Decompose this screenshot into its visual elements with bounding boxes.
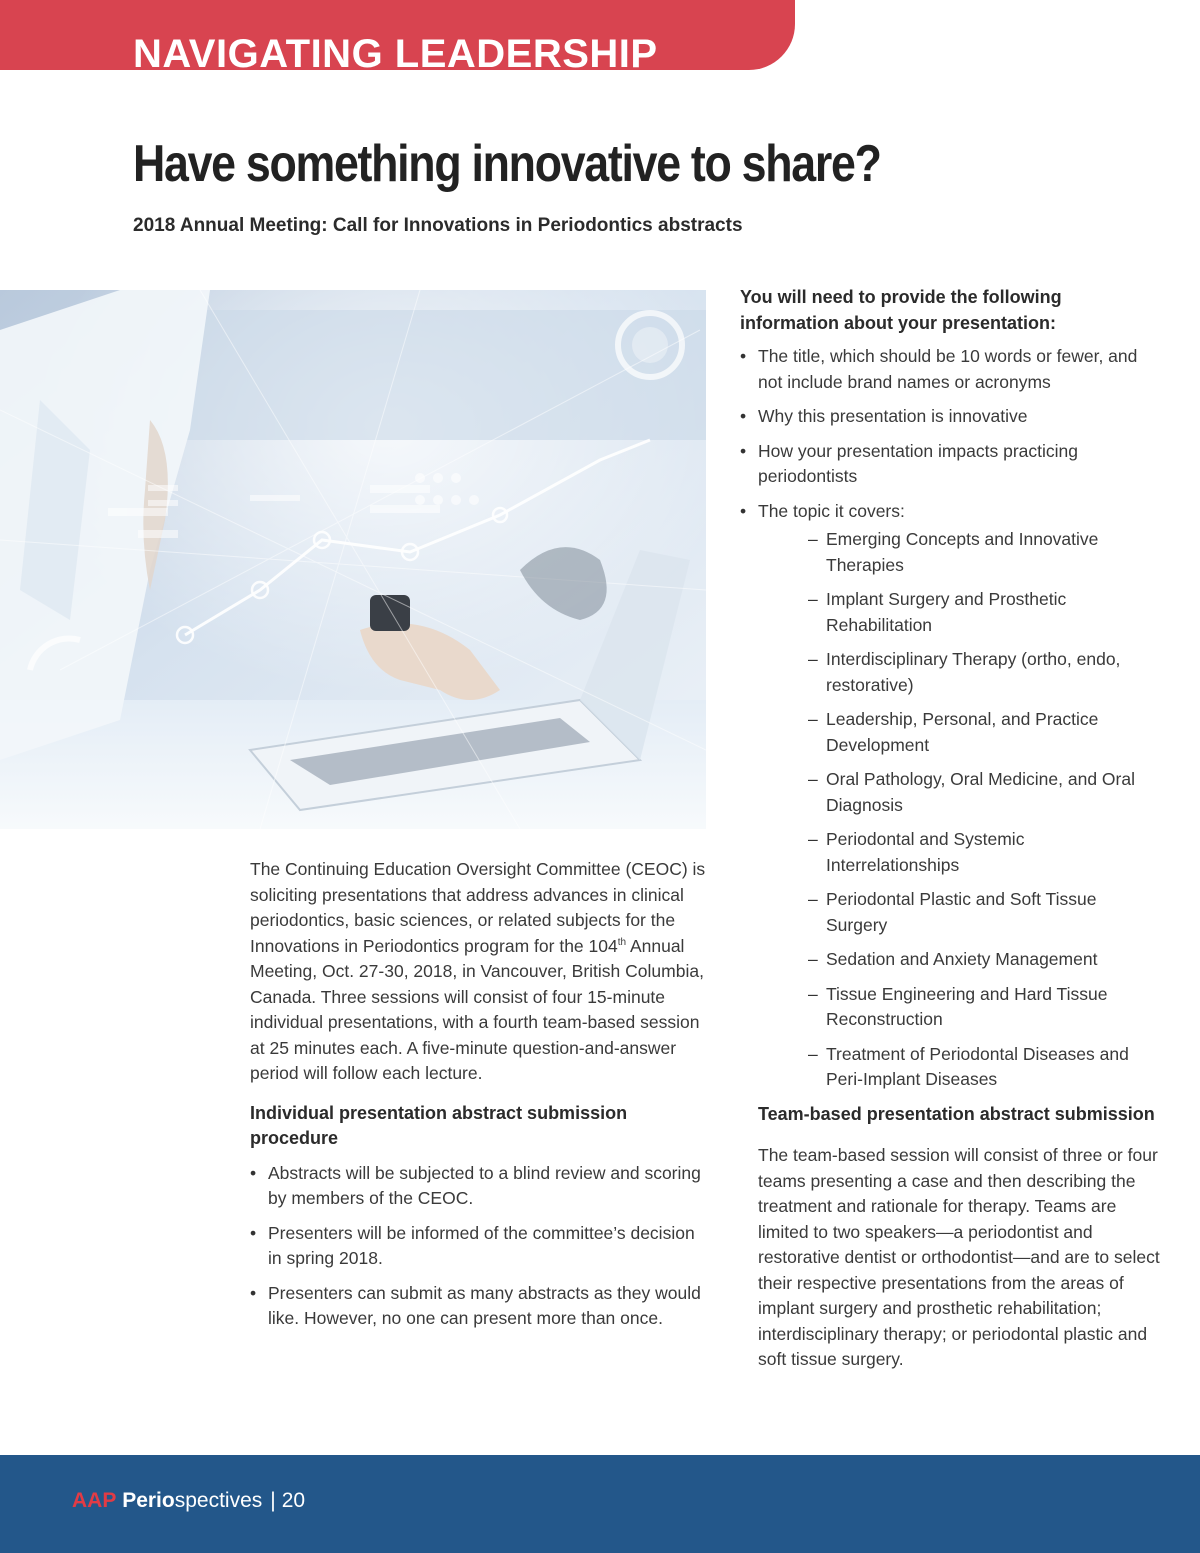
footer-separator: | (270, 1489, 276, 1512)
list-item: • Presenters will be informed of the committee’s decision in spring 2018. (250, 1221, 710, 1272)
list-item: • Abstracts will be subjected to a blind review and scoring by members of the CEOC. (250, 1161, 710, 1212)
laptop-data-visualization-image (0, 290, 706, 829)
headline-post: to share? (679, 135, 881, 193)
topic-item: – Treatment of Periodontal Diseases and Peri-Implant Diseases (808, 1042, 1160, 1093)
individual-list (250, 1161, 710, 1332)
topic-item: – Implant Surgery and Prosthetic Rehabilitation (808, 587, 1160, 638)
team-heading: Team-based presentation abstract submission (758, 1103, 1155, 1124)
topic-item: – Oral Pathology, Oral Medicine, and Oral Diagnosis (808, 767, 1160, 818)
page-headline (133, 132, 881, 196)
topic-item: – Sedation and Anxiety Management (808, 947, 1160, 973)
page-number: 20 (281, 1489, 306, 1512)
headline-pre: Have something (133, 135, 472, 193)
topics-list (808, 527, 1160, 1093)
intro-paragraph (250, 857, 710, 1087)
brand-aap: AAP (72, 1489, 117, 1512)
team-section (758, 1102, 1160, 1373)
intro-text-1: The Continuing Education Oversight Committee (CEOC) is soliciting presentations that address advances in clinical periodontics, basic sciences, or related subjects for the Innovations in Periodontics program for the 104 (250, 859, 706, 956)
page-subheadline: 2018 Annual Meeting: Call for Innovations in Periodontics abstracts (133, 215, 743, 236)
requirements-heading: You will need to provide the following information about your presentation: (740, 287, 1062, 333)
topic-item: – Emerging Concepts and Innovative Therapies (808, 527, 1160, 578)
topic-item: – Periodontal Plastic and Soft Tissue Surgery (808, 887, 1160, 938)
brand-perio: Perio (122, 1489, 175, 1512)
topic-item: – Interdisciplinary Therapy (ortho, endo, restorative) (808, 647, 1160, 698)
ordinal-suffix: th (617, 936, 627, 948)
brand-spectives: spectives (174, 1489, 263, 1512)
section-label: NAVIGATING LEADERSHIP (133, 32, 658, 70)
requirements-list (740, 344, 1160, 524)
topic-item: – Periodontal and Systemic Interrelationships (808, 827, 1160, 878)
individual-heading: Individual presentation abstract submission procedure (250, 1102, 628, 1148)
list-item: • Presenters can submit as many abstracts as they would like. However, no one can present more than once. (250, 1281, 710, 1332)
right-column (740, 285, 1160, 1373)
list-item: • Why this presentation is innovative (740, 404, 1160, 430)
topic-item: – Leadership, Personal, and Practice Development (808, 707, 1160, 758)
team-paragraph: The team-based session will consist of three or four teams presenting a case and then describing the treatment and rationale for therapy. Teams are limited to two speakers—a periodontist and restorative dentist or orthodontist—and are to select their respective presentations from the areas of implant surgery and prosthetic rehabilitation; interdisciplinary therapy; or periodontal plastic and soft tissue surgery. (758, 1145, 1160, 1369)
topic-item: – Tissue Engineering and Hard Tissue Reconstruction (808, 982, 1160, 1033)
footer-publication (72, 1487, 305, 1515)
section-banner (0, 0, 795, 70)
intro-text-2: Annual Meeting, Oct. 27-30, 2018, in Vancouver, British Columbia, Canada. Three sessions will consist of four 15-minute individual presentations, with a fourth team-based session at 25 minutes each. A five-minute question-and-answer period will follow each lecture. (250, 935, 704, 1083)
list-item: • The topic it covers: (740, 499, 1160, 525)
list-item: • The title, which should be 10 words or fewer, and not include brand names or acronyms (740, 344, 1160, 395)
list-item: • How your presentation impacts practicing periodontists (740, 439, 1160, 490)
left-column (250, 857, 710, 1341)
headline-bold: innovative (471, 135, 680, 193)
